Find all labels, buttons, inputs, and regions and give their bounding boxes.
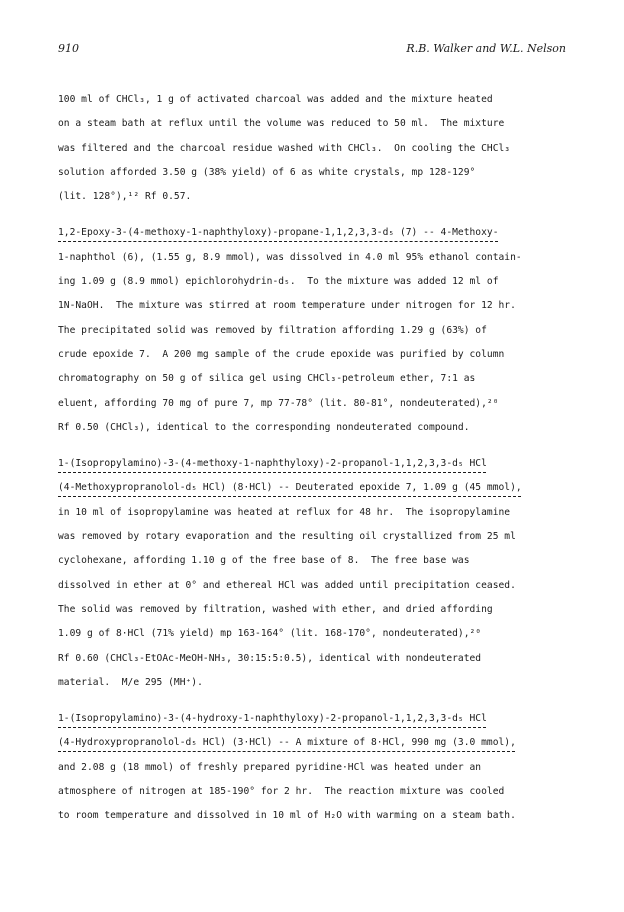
running-head-authors: R.B. Walker and W.L. Nelson: [406, 42, 566, 55]
text-line: cyclohexane, affording 1.10 g of the free base of 8. The free base was: [58, 555, 470, 567]
text-line: to room temperature and dissolved in 10 ml of H₂O with warming on a steam bath.: [58, 810, 516, 822]
page-number: 910: [58, 42, 79, 55]
compound-heading-line: 1-(Isopropylamino)-3-(4-methoxy-1-naphthyloxy)-2-propanol-1,1,2,3,3-d₅ HCl: [58, 458, 487, 470]
text-line: was removed by rotary evaporation and the resulting oil crystallized from 25 ml: [58, 531, 516, 543]
text-line: Rf 0.50 (CHCl₃), identical to the corresponding nondeuterated compound.: [58, 421, 470, 433]
text-line: 1N-NaOH. The mixture was stirred at room temperature under nitrogen for 12 hr.: [58, 300, 516, 312]
running-header: [58, 42, 566, 62]
compound-heading-line: 1-(Isopropylamino)-3-(4-hydroxy-1-naphthyloxy)-2-propanol-1,1,2,3,3-d₅ HCl: [58, 713, 487, 725]
text-line: in 10 ml of isopropylamine was heated at reflux for 48 hr. The isopropylamine: [58, 506, 511, 518]
text-line: 1.09 g of 8·HCl (71% yield) mp 163-164° (lit. 168-170°, nondeuterated),²⁰: [58, 628, 482, 640]
text-line: ing 1.09 g (8.9 mmol) epichlorohydrin-d₅. To the mixture was added 12 ml of: [58, 276, 499, 288]
text-line: on a steam bath at reflux until the volume was reduced to 50 ml. The mixture: [58, 118, 505, 130]
text-line: The precipitated solid was removed by filtration affording 1.29 g (63%) of: [58, 324, 487, 336]
compound-heading-line: 1,2-Epoxy-3-(4-methoxy-1-naphthyloxy)-propane-1,1,2,3,3-d₅ (7) -- 4-Methoxy-: [58, 227, 499, 239]
text-line: 100 ml of CHCl₃, 1 g of activated charcoal was added and the mixture heated: [58, 94, 493, 105]
text-line: atmosphere of nitrogen at 185-190° for 2 hr. The reaction mixture was cooled: [58, 786, 505, 798]
text-line: material. M/e 295 (MH⁺).: [58, 676, 203, 688]
paragraph-methoxypropranolol: [58, 452, 578, 695]
body-text: [58, 88, 578, 829]
text-line: (lit. 128°),¹² Rf 0.57.: [58, 191, 192, 203]
text-line: chromatography on 50 g of silica gel using CHCl₃-petroleum ether, 7:1 as: [58, 373, 476, 385]
compound-heading-line: (4-Methoxypropranolol-d₅ HCl) (8·HCl) -- Deuterated epoxide 7, 1.09 g (45 mmol),: [58, 482, 522, 494]
text-line: crude epoxide 7. A 200 mg sample of the crude epoxide was purified by column: [58, 348, 505, 360]
compound-heading-line: (4-Hydroxypropranolol-d₅ HCl) (3·HCl) -- A mixture of 8·HCl, 990 mg (3.0 mmol),: [58, 737, 516, 749]
paragraph-hydroxypropranolol: [58, 707, 578, 828]
text-line: dissolved in ether at 0° and ethereal HCl was added until precipitation ceased.: [58, 579, 516, 591]
paragraph-charcoal-workup: [58, 88, 578, 209]
paragraph-epoxide-synthesis: [58, 221, 578, 440]
text-line: 1-naphthol (6), (1.55 g, 8.9 mmol), was dissolved in 4.0 ml 95% ethanol contain-: [58, 251, 522, 263]
text-line: solution afforded 3.50 g (38% yield) of 6 as white crystals, mp 128-129°: [58, 166, 476, 178]
text-line: eluent, affording 70 mg of pure 7, mp 77-78° (lit. 80-81°, nondeuterated),²⁰: [58, 397, 499, 409]
text-line: was filtered and the charcoal residue washed with CHCl₃. On cooling the CHCl₃: [58, 142, 511, 154]
text-line: and 2.08 g (18 mmol) of freshly prepared pyridine·HCl was heated under an: [58, 761, 482, 773]
text-line: The solid was removed by filtration, washed with ether, and dried affording: [58, 603, 493, 615]
text-line: Rf 0.60 (CHCl₃-EtOAc-MeOH-NH₃, 30:15:5:0.5), identical with nondeuterated: [58, 652, 482, 664]
